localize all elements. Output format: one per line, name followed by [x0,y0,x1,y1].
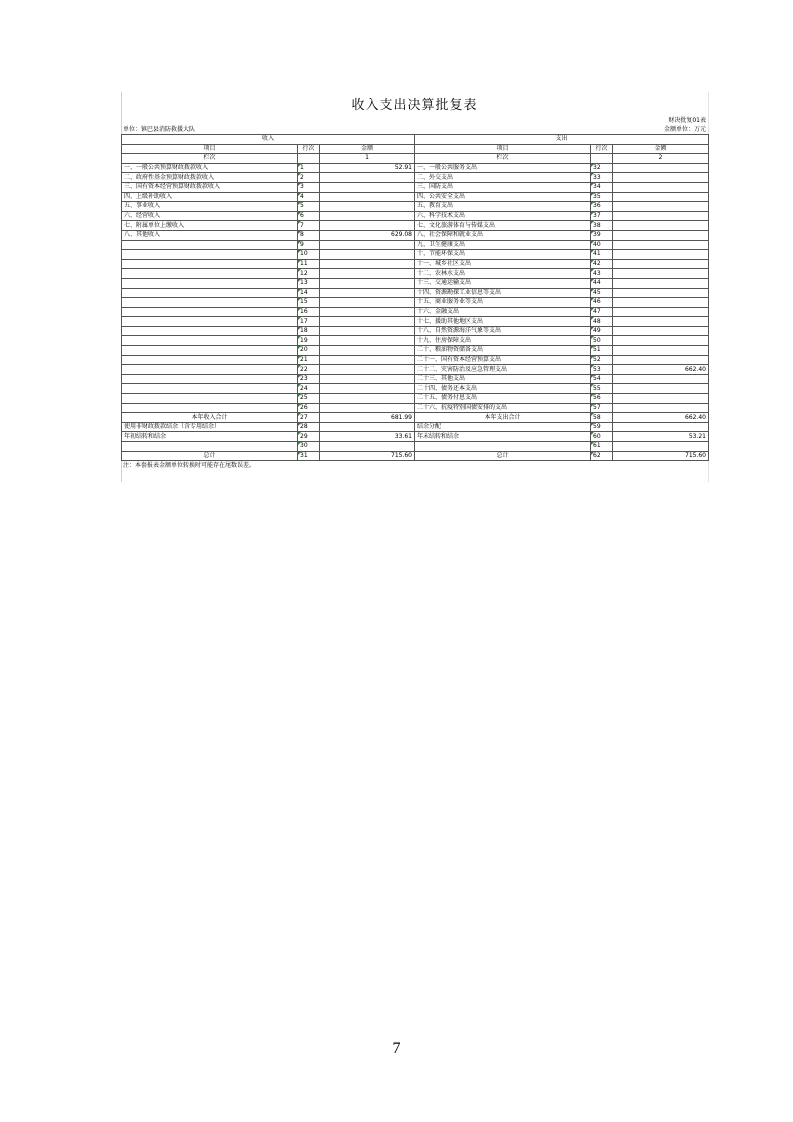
expense-rowno-cell: 34 [591,182,613,192]
expense-rowno-cell: 47 [591,307,613,317]
income-rowno-cell: 24 [298,384,320,394]
expense-item-cell: 十七、援助其他地区支出 [415,317,591,327]
income-amount-cell [320,384,415,394]
income-lanci-label: 栏次 [122,154,298,164]
expense-item-cell: 本年支出合计 [415,413,591,423]
income-rowno-cell: 16 [298,307,320,317]
expense-rowno-cell: 33 [591,173,613,183]
income-amount-cell [320,442,415,452]
table-row [122,394,709,404]
expense-amount-cell [613,211,709,221]
expense-item-cell: 四、公共安全支出 [415,192,591,202]
income-rowno-cell: 20 [298,346,320,356]
expense-item-cell: 二十三、其他支出 [415,374,591,384]
income-item-cell: 二、政府性基金预算财政拨款收入 [122,173,298,183]
expense-item-cell: 二、外交支出 [415,173,591,183]
expense-item-cell: 二十五、债务付息支出 [415,394,591,404]
expense-section-header: 支出 [415,135,709,145]
expense-amount-cell [613,442,709,452]
expense-rowno-cell: 58 [591,413,613,423]
expense-amount-cell [613,288,709,298]
income-item-cell [122,307,298,317]
table-row [122,259,709,269]
income-amount-cell [320,211,415,221]
expense-amount-cell [613,269,709,279]
expense-rowno-cell: 57 [591,403,613,413]
table-row [122,374,709,384]
expense-amount-cell [613,384,709,394]
income-item-cell: 一、一般公共预算财政拨款收入 [122,163,298,173]
income-amount-cell: 629.08 [320,230,415,240]
expense-item-cell: 一、一般公共服务支出 [415,163,591,173]
income-rowno-cell: 21 [298,355,320,365]
income-rowno-cell: 4 [298,192,320,202]
income-amount-cell [320,182,415,192]
table-row [122,278,709,288]
column-header-row [122,144,709,154]
income-rowno-cell: 5 [298,202,320,212]
income-amount-cell [320,278,415,288]
expense-rowno-cell: 55 [591,384,613,394]
expense-amount-cell [613,259,709,269]
income-amount-cell [320,240,415,250]
expense-rowno-cell: 61 [591,442,613,452]
expense-item-cell: 总计 [415,451,591,461]
income-rowno-cell: 7 [298,221,320,231]
lanci-row [122,154,709,164]
income-amount-cell [320,259,415,269]
expense-amount-cell [613,307,709,317]
income-rowno-cell: 9 [298,240,320,250]
income-amount-cell [320,202,415,212]
table-row [122,317,709,327]
expense-amount-cell [613,394,709,404]
income-amount-cell [320,326,415,336]
expense-item-cell: 二十、粮油物资储备支出 [415,346,591,356]
expense-rowno-cell: 45 [591,288,613,298]
income-item-cell: 使用非财政拨款结余（含专用结余） [122,422,298,432]
expense-rowno-cell: 50 [591,336,613,346]
expense-rowno-cell: 56 [591,394,613,404]
income-item-cell [122,298,298,308]
income-item-cell [122,250,298,260]
table-note: 注：本套报表金额单位转换时可能存在尾数误差。 [123,462,256,470]
table-row [122,403,709,413]
expense-item-cell: 二十一、国有资本经营预算支出 [415,355,591,365]
income-item-cell [122,374,298,384]
income-amount-cell [320,365,415,375]
income-item-cell [122,384,298,394]
income-rowno-cell: 17 [298,317,320,327]
expense-item-cell: 十八、自然资源海洋气象等支出 [415,326,591,336]
table-row [122,192,709,202]
expense-amount-cell: 715.60 [613,451,709,461]
table-row [122,298,709,308]
income-item-cell: 八、其他收入 [122,230,298,240]
income-item-cell [122,365,298,375]
table-row [122,250,709,260]
income-lanci-number: 1 [320,154,415,164]
income-amount-cell: 715.60 [320,451,415,461]
income-rowno-cell: 13 [298,278,320,288]
income-rowno-cell: 22 [298,365,320,375]
expense-rowno-cell: 35 [591,192,613,202]
expense-item-cell: 十四、资源勘探工业信息等支出 [415,288,591,298]
table-row [122,442,709,452]
expense-item-cell: 五、教育支出 [415,202,591,212]
expense-item-cell: 十三、交通运输支出 [415,278,591,288]
expense-item-cell: 年末结转和结余 [415,432,591,442]
expense-rowno-cell: 52 [591,355,613,365]
expense-amount-cell: 662.40 [613,413,709,423]
expense-lanci-number: 2 [613,154,709,164]
income-rowno-cell: 18 [298,326,320,336]
expense-rowno-cell: 49 [591,326,613,336]
table-row [122,365,709,375]
expense-amount-cell [613,326,709,336]
income-amount-cell [320,192,415,202]
expense-item-cell: 十、节能环保支出 [415,250,591,260]
income-item-cell [122,278,298,288]
expense-amount-cell [613,250,709,260]
table-row [122,269,709,279]
expense-amount-cell [613,182,709,192]
expense-amount-cell [613,221,709,231]
table-row [122,346,709,356]
expense-rowno-cell: 36 [591,202,613,212]
income-rowno-cell: 1 [298,163,320,173]
expense-item-cell: 十五、商业服务业等支出 [415,298,591,308]
form-code: 财决批复01表 [668,117,706,124]
income-rowno-cell: 10 [298,250,320,260]
expense-rowno-cell: 37 [591,211,613,221]
expense-rowno-cell: 43 [591,269,613,279]
expense-item-cell: 三、国防支出 [415,182,591,192]
expense-amount-cell [613,163,709,173]
table-row [122,451,709,461]
expense-rowno-cell: 51 [591,346,613,356]
income-rowno-cell: 28 [298,422,320,432]
income-rowno-cell: 27 [298,413,320,423]
expense-rowno-cell: 41 [591,250,613,260]
expense-amount-cell [613,346,709,356]
income-item-cell [122,259,298,269]
expense-rowno-cell: 54 [591,374,613,384]
income-amount-cell: 681.99 [320,413,415,423]
income-item-cell [122,394,298,404]
income-item-cell [122,403,298,413]
income-lanci-blank [298,154,320,164]
expense-item-cell: 结余分配 [415,422,591,432]
income-rowno-cell: 2 [298,173,320,183]
income-rowno-cell: 23 [298,374,320,384]
expense-lanci-label: 栏次 [415,154,591,164]
income-item-cell: 七、附属单位上缴收入 [122,221,298,231]
expense-lanci-blank [591,154,613,164]
income-item-cell [122,240,298,250]
income-amount-cell [320,394,415,404]
expense-rowno-cell: 62 [591,451,613,461]
report-sheet [121,92,708,470]
expense-amount-cell [613,230,709,240]
expense-rowno-cell: 42 [591,259,613,269]
income-amount-cell: 52.91 [320,163,415,173]
unit-line [121,125,708,134]
expense-amount-cell: 53.21 [613,432,709,442]
income-amount-cell [320,336,415,346]
income-item-cell: 本年收入合计 [122,413,298,423]
income-rowno-cell: 11 [298,259,320,269]
expense-rowno-cell: 59 [591,422,613,432]
expense-amount-cell: 662.40 [613,365,709,375]
income-item-cell: 三、国有资本经营预算财政拨款收入 [122,182,298,192]
page-number: 7 [392,1040,401,1057]
expense-amount-cell [613,240,709,250]
expense-amount-header: 金额 [613,144,709,154]
table-row [122,288,709,298]
income-amount-cell [320,298,415,308]
expense-item-cell: 六、科学技术支出 [415,211,591,221]
expense-amount-cell [613,298,709,308]
income-amount-cell [320,355,415,365]
income-item-cell [122,346,298,356]
expense-rowno-cell: 38 [591,221,613,231]
table-row [122,307,709,317]
expense-item-cell: 十一、城乡社区支出 [415,259,591,269]
report-title: 收入支出决算批复表 [351,98,478,113]
expense-item-cell: 八、社会保障和就业支出 [415,230,591,240]
table-row [122,432,709,442]
income-item-cell: 五、事业收入 [122,202,298,212]
expense-amount-cell [613,317,709,327]
table-row [122,173,709,183]
section-header-row [122,135,709,145]
expense-rowno-cell: 53 [591,365,613,375]
table-row [122,355,709,365]
expense-amount-cell [613,278,709,288]
income-section-header: 收入 [122,135,415,145]
form-code-line [121,116,708,125]
expense-amount-cell [613,173,709,183]
income-amount-cell: 33.61 [320,432,415,442]
income-rowno-cell: 30 [298,442,320,452]
income-item-cell [122,326,298,336]
table-row [122,326,709,336]
income-item-header: 项目 [122,144,298,154]
income-rowno-cell: 31 [298,451,320,461]
income-amount-cell [320,307,415,317]
expense-item-cell: 二十二、灾害防治及应急管理支出 [415,365,591,375]
expense-item-cell: 九、卫生健康支出 [415,240,591,250]
expense-amount-cell [613,202,709,212]
income-item-cell [122,442,298,452]
income-rowno-cell: 29 [298,432,320,442]
expense-amount-cell [613,336,709,346]
expense-amount-cell [613,355,709,365]
income-amount-cell [320,173,415,183]
income-rowno-cell: 25 [298,394,320,404]
expense-item-header: 项目 [415,144,591,154]
income-amount-cell [320,288,415,298]
income-item-cell [122,336,298,346]
table-row [122,336,709,346]
income-rowno-cell: 19 [298,336,320,346]
currency-unit: 金额单位：万元 [663,126,706,133]
income-amount-cell [320,403,415,413]
income-item-cell [122,355,298,365]
income-rowno-cell: 15 [298,298,320,308]
expense-amount-cell [613,192,709,202]
income-rowno-cell: 14 [298,288,320,298]
table-row [122,221,709,231]
expense-item-cell: 二十六、抗疫特别国债安排的支出 [415,403,591,413]
expense-rowno-cell: 40 [591,240,613,250]
income-item-cell [122,269,298,279]
income-rowno-cell: 6 [298,211,320,221]
unit-name: 单位：镇巴县消防救援大队 [123,126,196,133]
income-rowno-cell: 3 [298,182,320,192]
table-row [122,384,709,394]
table-row [122,211,709,221]
expense-amount-cell [613,422,709,432]
expense-item-cell: 十二、农林水支出 [415,269,591,279]
expense-item-cell: 十六、金融支出 [415,307,591,317]
income-amount-cell [320,250,415,260]
income-rowno-cell: 12 [298,269,320,279]
income-rowno-cell: 26 [298,403,320,413]
expense-amount-cell [613,374,709,384]
income-item-cell: 年初结转和结余 [122,432,298,442]
expense-item-cell [415,442,591,452]
income-item-cell: 四、上级补助收入 [122,192,298,202]
income-item-cell [122,288,298,298]
income-amount-cell [320,346,415,356]
expense-rowno-cell: 32 [591,163,613,173]
expense-amount-cell [613,403,709,413]
table-row [122,422,709,432]
income-rowno-header: 行次 [298,144,320,154]
expense-rowno-cell: 46 [591,298,613,308]
income-amount-cell [320,221,415,231]
expense-rowno-cell: 39 [591,230,613,240]
income-amount-cell [320,374,415,384]
table-row [122,240,709,250]
income-amount-header: 金额 [320,144,415,154]
table-row [122,230,709,240]
expense-rowno-header: 行次 [591,144,613,154]
expense-item-cell: 七、文化旅游体育与传媒支出 [415,221,591,231]
expense-rowno-cell: 60 [591,432,613,442]
table-row [122,163,709,173]
expense-rowno-cell: 44 [591,278,613,288]
budget-table [121,134,709,461]
income-amount-cell [320,422,415,432]
expense-item-cell: 十九、住房保障支出 [415,336,591,346]
expense-item-cell: 二十四、债务还本支出 [415,384,591,394]
income-item-cell [122,317,298,327]
income-amount-cell [320,317,415,327]
income-rowno-cell: 8 [298,230,320,240]
table-row [122,202,709,212]
income-amount-cell [320,269,415,279]
table-row [122,182,709,192]
table-row [122,413,709,423]
income-item-cell: 六、经营收入 [122,211,298,221]
income-item-cell: 总计 [122,451,298,461]
expense-rowno-cell: 48 [591,317,613,327]
